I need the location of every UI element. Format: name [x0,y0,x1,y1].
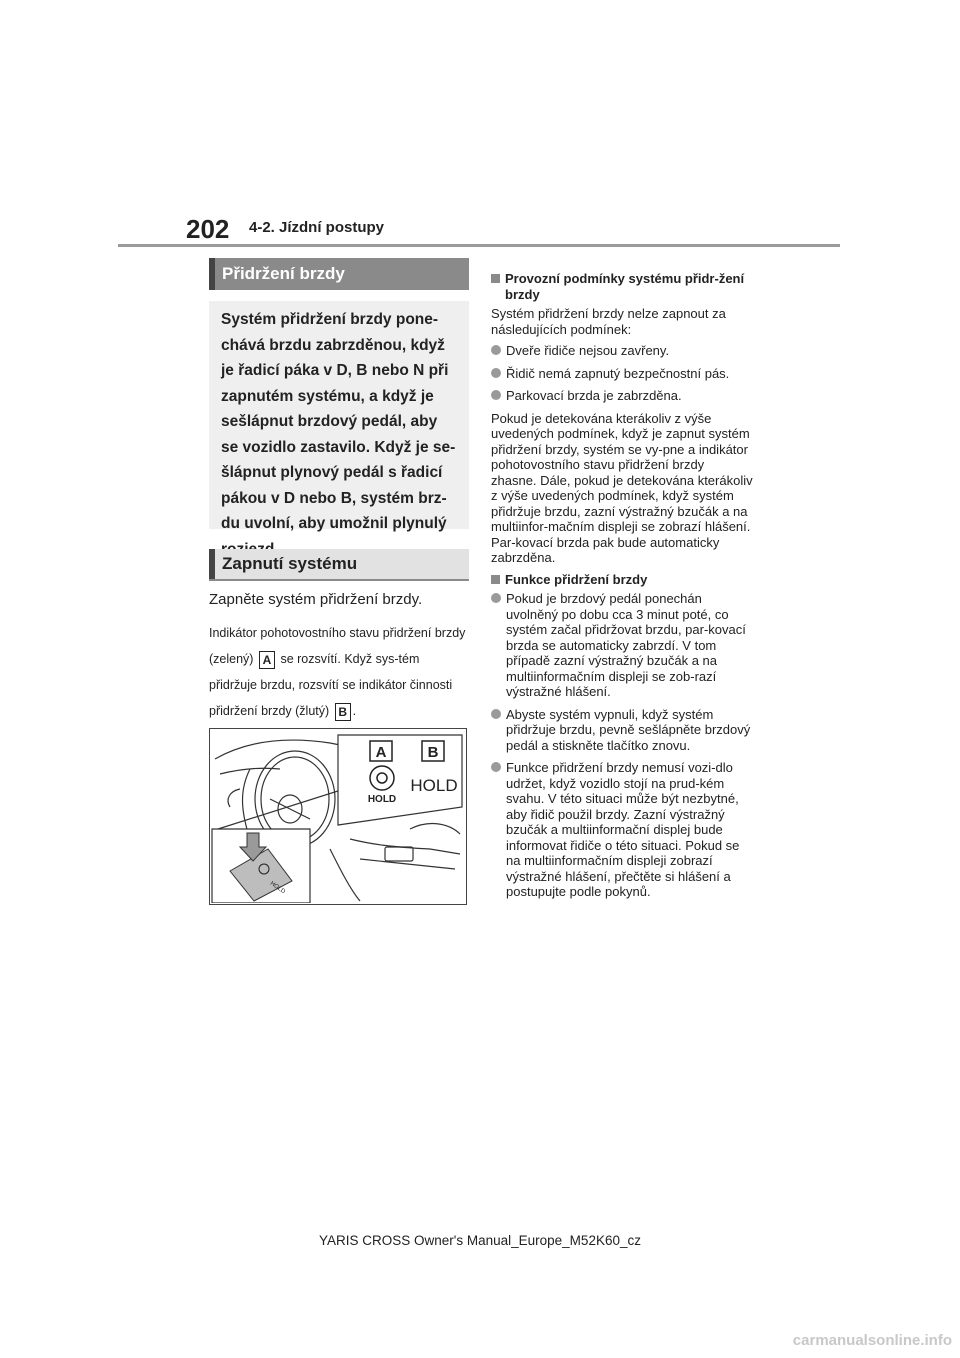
brake-hold-function-heading [491,572,753,588]
hold-indicator-small: HOLD [367,794,397,805]
desc-part2: se rozsvítí. Když sys-tém přidržuje brzdu, rozsvítí se indikátor činnosti přidržení brzdy (žlutý) [209,652,453,718]
heading-brake-hold-text: Přidržení brzdy [222,264,345,283]
label-a: A [375,744,387,761]
page-number: 202 [186,214,230,244]
heading-brake-hold [209,258,469,290]
round-bullet-icon [491,368,501,378]
list-item-text: Parkovací brzda je zabrzděna. [506,388,682,403]
lead-instruction: Zapněte systém přidržení brzdy. [209,591,423,608]
desc-part1: Indikátor pohotovostního stavu přidržení brzdy (zelený) [209,626,466,666]
desc-end: . [352,704,357,718]
badge-a: A [259,651,275,669]
right-column [491,271,753,907]
footer-manual-id: YARIS CROSS Owner's Manual_Europe_M52K60_cz [319,1233,641,1248]
square-bullet-icon [491,575,500,584]
list-item [491,591,753,700]
brake-hold-function-heading-text: Funkce přidržení brzdy [505,571,648,587]
list-item-text: Pokud je brzdový pedál ponechán uvolněný po dobu cca 3 minut poté, co systém začal přidržovat brzdu, par-kovací brzda se automaticky zabrzdí. V tom případě zazní výstražný bzučák a na multiinformačním displeji se zob-razí výstražné hlášení. [506,591,746,699]
list-item [491,760,753,900]
hold-button-inset [212,829,310,903]
operating-conditions-heading [491,271,753,302]
watermark: carmanualsonline.info [792,1332,952,1349]
list-item [491,707,753,754]
hold-button-label: HOLD [268,880,286,896]
round-bullet-icon [491,593,501,603]
section-title: 4-2. Jízdní postupy [249,219,385,236]
label-b: B [427,744,439,761]
list-item-text: Řidič nemá zapnutý bezpečnostní pás. [506,365,730,381]
dashboard-illustration [209,728,467,905]
list-item [491,343,753,359]
operating-conditions-heading-text: Provozní podmínky systému přidr-žení brzdy [505,271,745,302]
list-item-text: Funkce přidržení brzdy nemusí vozi-dlo udržet, když vozidlo stojí na prud-kém svahu. V této situaci může být nezbytné, aby řidič použil brzdy. Zazní výstražný bzučák a multiinformační displej bude informovat řidiče o této situaci. Pokud se na multiinformačním displeji zobrazí výstražné hlášení, přečtěte si hlášení a postupujte podle pokynů. [506,760,740,899]
operating-conditions-text: Systém přidržení brzdy nelze zapnout za následujících podmínek: [491,306,726,337]
heading-enable-system [209,549,469,581]
badge-b: B [335,703,351,721]
round-bullet-icon [491,762,501,772]
dashboard-illustration-svg [210,729,465,903]
heading-enable-system-text: Zapnutí systému [222,554,358,573]
list-item-text: Abyste systém vypnuli, když systém přidržuje brzdu, pevně sešlápněte brzdový pedál a stiskněte tlačítko znovu. [506,706,751,753]
list-item [491,388,753,404]
round-bullet-icon [491,390,501,400]
round-bullet-icon [491,345,501,355]
conditions-detail-text: Pokud je detekována kterákoliv z výše uvedených podmínek, když je zapnut systém přidržení brzdy, systém se vy-pne a indikátor pohotovostního stavu přidržení brzdy zhasne. Dále, pokud je detekována kterákoliv z výše uvedených podmínek, když systém přidržuje brzdu, zazní výstražný bzučák a na multiinfor-mačním displeji se zobrazí hlášení. Par-kovací brzda pak bude automaticky zabrzděna. [491,410,753,565]
list-item [491,366,753,382]
header-rule [118,244,840,247]
indicator-description [209,620,469,724]
list-item-text: Dveře řidiče nejsou zavřeny. [506,343,670,358]
square-bullet-icon [491,274,500,283]
intro-box: Systém přidržení brzdy pone-chává brzdu zabrzděnou, když je řadicí páka v D, B nebo N při zapnutém systému, a když je sešlápnut brzdový pedál, aby se vozidlo zastavilo. Když je se-šlápnut plynový pedál s řadicí pákou v D nebo B, systém brz-du uvolní, aby umožnil plynulý [209,301,469,529]
hold-indicator-large: HOLD [410,776,458,795]
round-bullet-icon [491,709,501,719]
